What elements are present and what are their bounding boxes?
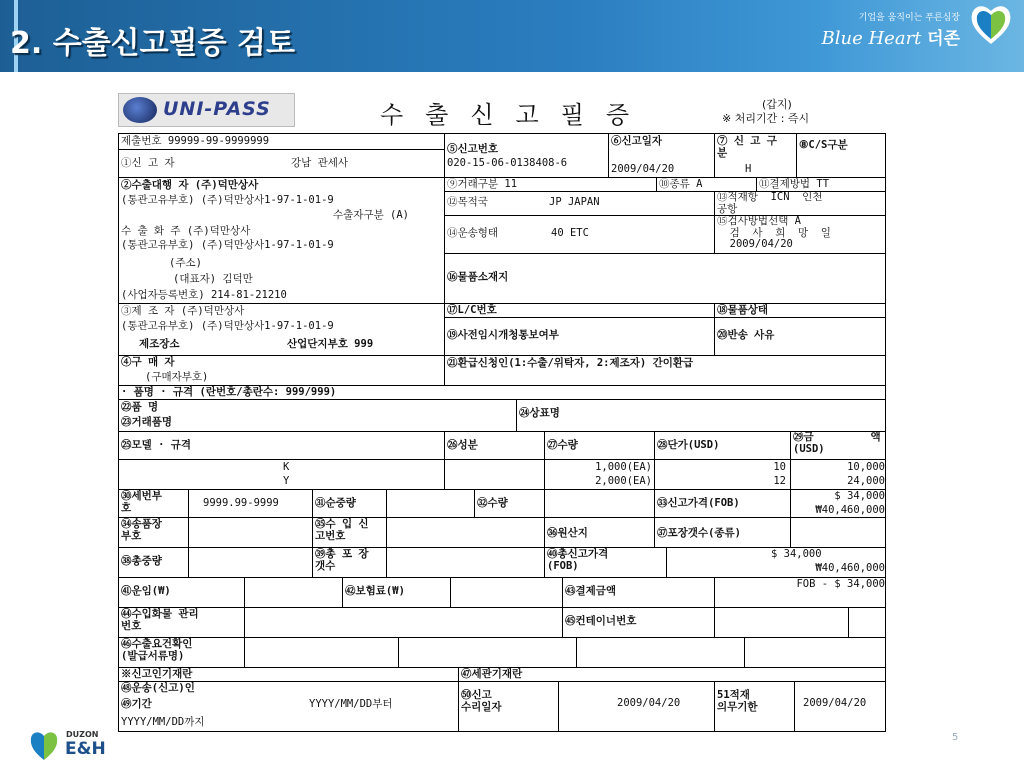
origin-label: ㊱원산지	[547, 527, 588, 539]
lc-cell	[445, 304, 715, 318]
destination-label: ⑫목적국	[447, 196, 488, 208]
trade-type: ⑨거래구분 11	[447, 178, 518, 190]
container-label: ㊺컨테이너번호	[565, 615, 637, 627]
goods-location: ⑯물품소재지	[447, 271, 509, 283]
item-row-price-cell	[655, 460, 791, 490]
pkg-count-cell	[655, 518, 791, 548]
declarant-cell	[119, 150, 445, 178]
total-decl-label: ㊵총신고가격 (FOB)	[547, 548, 609, 572]
net-weight-cell	[313, 490, 387, 518]
status-cell	[715, 304, 886, 318]
accept-date-value: 2009/04/20	[617, 697, 681, 709]
insurance-value-cell	[451, 578, 563, 608]
load-deadline-value: 2009/04/20	[803, 697, 867, 709]
brand-label: ㉔상표명	[519, 407, 560, 419]
slide-title: 2. 수출신고필증 검토	[10, 26, 295, 61]
period-label: ㊾기간	[121, 698, 152, 710]
table-row-amount-2: 24,000	[847, 475, 885, 487]
transporter-label: ㊽운송(신고)인	[121, 682, 195, 694]
invoice-value-cell	[189, 518, 313, 548]
kind: ⑩종류 A	[659, 178, 703, 190]
submit-number: 제출번호 99999-99-9999999	[121, 135, 270, 147]
item-row-comp-cell	[445, 460, 545, 490]
return-cell	[715, 318, 886, 356]
cs-type-label: ⑧C/S구분	[799, 139, 848, 151]
import-no-cell	[313, 518, 387, 548]
declarant-auth-label: ※신고인기재란	[121, 668, 193, 680]
decl-type-cell	[715, 134, 797, 178]
pkg-count-value-cell	[791, 518, 886, 548]
transport-period-cell	[119, 682, 459, 732]
lc-number: ⑰L/C번호	[447, 304, 497, 316]
port-cell	[715, 192, 886, 216]
maker-cell	[119, 304, 445, 356]
load-deadline-label: 51적재 의무기한	[717, 689, 758, 713]
settle-label: ㊸결제금액	[565, 585, 617, 597]
brand-name: Blue Heart	[821, 28, 922, 49]
hs-value-cell	[189, 490, 313, 518]
import-no-label: ㉟수 입 신 고번호	[315, 518, 369, 542]
duzon-leaf-icon	[28, 728, 60, 762]
item-header: · 품명 · 규격 (란번호/총란수: 999/999)	[121, 386, 337, 398]
period-to: YYYY/MM/DD까지	[121, 716, 205, 728]
fob-value-cell	[791, 490, 886, 518]
buyer-label: ④구 매 자	[121, 356, 175, 368]
duzon-big-text: E&H	[65, 739, 106, 759]
kind-cell	[657, 178, 757, 192]
req-confirm-label: ㊻수출요건확인 (발급서류명)	[121, 638, 193, 662]
agent-label: ②수출대행 자 (주)덕만상사	[121, 179, 259, 191]
pre-notice: ⑲사전임시개청통보여부	[447, 329, 559, 341]
settle-value: FOB - $ 34,000	[796, 578, 885, 590]
maker-code: (통관고유부호) (주)덕만상사1-97-1-01-9	[121, 320, 334, 332]
business-number: (사업자등록번호) 214-81-21210	[121, 289, 287, 301]
decl-date-value: 2009/04/20	[611, 163, 675, 175]
export-declaration-form	[118, 133, 886, 732]
trade-name-label: ㉓거래품명	[121, 416, 173, 428]
goods-status: ⑱물품상태	[717, 304, 769, 316]
item-row-qty-cell	[545, 460, 655, 490]
refund-applicant: ㉑환급신청인(1:수출/위탁자, 2:제조자) 간이환급	[447, 357, 694, 369]
item-header-cell	[119, 386, 886, 400]
address-label: (주소)	[169, 257, 202, 269]
invoice-cell	[119, 518, 189, 548]
globe-icon	[123, 97, 157, 123]
hs-label: ㉚세번부 호	[121, 490, 162, 514]
heart-logo-icon	[968, 0, 1014, 48]
loading-port: ⑬적재항 ICN 인천 공항	[717, 192, 823, 215]
decl-type-label: ⑦ 신 고 구 분	[717, 135, 777, 159]
owner-code: (통관고유부호) (주)덕만상사1-97-1-01-9	[121, 239, 334, 251]
decl-type-value: H	[745, 163, 752, 175]
gross-weight-value-cell	[189, 548, 313, 578]
customs-auth-cell	[459, 668, 886, 682]
net-weight-value-cell	[387, 490, 475, 518]
payment-cell	[757, 178, 886, 192]
buyer-code: (구매자부호)	[145, 371, 209, 383]
import-mgmt-value-cell	[245, 608, 563, 638]
decl-number-value: 020-15-06-0138408-6	[447, 157, 568, 169]
model-header-cell	[119, 432, 445, 460]
total-pkg-label: ㊴총 포 장 갯수	[315, 548, 369, 572]
amount-label: ㉙금 액 (USD)	[793, 432, 881, 455]
refund-cell	[445, 356, 886, 386]
total-decl-cell	[545, 548, 667, 578]
item-name-label: ㉒품 명	[121, 401, 159, 413]
price-label: ㉘단가(USD)	[657, 439, 720, 451]
qty2-label: ㉜수량	[477, 497, 508, 509]
declarant-auth-cell	[119, 668, 459, 682]
freight-value-cell	[245, 578, 343, 608]
qty-label: ㉗수량	[547, 439, 578, 451]
decl-date-cell	[609, 134, 715, 178]
submit-number-cell	[119, 134, 445, 150]
amount-header-cell	[791, 432, 886, 460]
req-confirm-value-3	[577, 638, 745, 668]
unipass-logo	[118, 93, 295, 127]
maker-label: ③제 조 자 (주)덕만상사	[121, 305, 245, 317]
decl-number-label: ⑤신고번호	[447, 143, 499, 155]
destination-value: JP JAPAN	[549, 196, 600, 208]
comp-label: ㉖성분	[447, 439, 478, 451]
total-krw: ₩40,460,000	[815, 562, 885, 574]
maker-place-value: 산업단지부호 999	[287, 338, 374, 350]
duzon-logo	[28, 728, 118, 762]
owner-label: 수 출 화 주 (주)덕만상사	[121, 225, 251, 237]
hs-label-cell	[119, 490, 189, 518]
total-pkg-cell	[313, 548, 387, 578]
table-row-amount-1: 10,000	[847, 461, 885, 473]
qty2-cell	[475, 490, 545, 518]
document-gap-label: (갑지)	[762, 98, 792, 111]
total-pkg-value-cell	[387, 548, 545, 578]
load-deadline-value-cell	[795, 682, 886, 732]
item-row-model-cell	[119, 460, 445, 490]
req-confirm-value-4	[745, 638, 886, 668]
decl-date-label: ⑥신고일자	[611, 135, 663, 147]
import-mgmt-label: ㊹수입화물 관리 번호	[121, 608, 199, 632]
agent-code: (통관고유부호) (주)덕만상사1-97-1-01-9	[121, 194, 334, 206]
brand-logo-text	[822, 24, 960, 49]
gross-weight-cell	[119, 548, 189, 578]
price-header-cell	[655, 432, 791, 460]
pre-notice-cell	[445, 318, 715, 356]
insurance-label: ㊷보험료(₩)	[345, 585, 405, 597]
container-cell	[563, 608, 715, 638]
representative: (대표자) 김덕만	[173, 273, 253, 285]
table-row-qty-2: 2,000(EA)	[595, 475, 652, 487]
exporter-cell	[119, 178, 445, 304]
processing-time: ※ 처리기간 : 즉시	[722, 112, 810, 125]
net-weight-label: ㉛순중량	[315, 497, 356, 509]
declarant-label: ①신 고 자	[121, 157, 175, 169]
table-row-qty-1: 1,000(EA)	[595, 461, 652, 473]
total-usd: $ 34,000	[771, 548, 822, 560]
brand-cell	[517, 400, 886, 432]
item-name-cell	[119, 400, 517, 432]
settle-cell	[563, 578, 715, 608]
total-decl-value-cell	[667, 548, 886, 578]
transport-label: ⑭운송형태	[447, 227, 499, 239]
load-deadline-cell	[715, 682, 795, 732]
buyer-cell	[119, 356, 445, 386]
gross-weight-label: ㊳총중량	[121, 555, 162, 567]
unipass-logo-text: UNI-PASS	[163, 98, 271, 120]
inspection-method: ⑮검사방법선택 A 검 사 희 망 일 2009/04/20	[717, 216, 831, 251]
container-value-cell	[715, 608, 849, 638]
transport-cell	[445, 216, 715, 254]
item-row-amount-cell	[791, 460, 886, 490]
table-row-price-1: 10	[773, 461, 786, 473]
import-no-value-cell	[387, 518, 545, 548]
decl-number-cell	[445, 134, 609, 178]
hs-value: 9999.99-9999	[203, 497, 279, 509]
accept-date-cell	[459, 682, 559, 732]
pkg-count-label: ㊲포장갯수(종류)	[657, 527, 742, 539]
table-row-price-2: 12	[773, 475, 786, 487]
accept-date-value-cell	[559, 682, 715, 732]
duzon-small-text: DUZON	[66, 730, 99, 739]
model-label: ㉕모델 · 규격	[121, 439, 192, 451]
req-confirm-cell	[119, 638, 245, 668]
customs-auth-label: ㊼세관기재란	[461, 668, 523, 680]
maker-place-label: 제조장소	[139, 338, 180, 350]
brand-korean: 더존	[927, 29, 960, 49]
page-number: 5	[952, 732, 959, 743]
req-confirm-value-2	[399, 638, 577, 668]
table-row-model-1: K	[283, 461, 290, 473]
brand-tagline: 기업을 움직이는 푸른심장	[858, 13, 960, 23]
import-mgmt-cell	[119, 608, 245, 638]
settle-value-cell	[715, 578, 886, 608]
origin-cell	[545, 518, 655, 548]
comp-header-cell	[445, 432, 545, 460]
transport-value: 40 ETC	[551, 227, 589, 239]
inspection-cell	[715, 216, 886, 254]
payment-method: ⑪결제방법 TT	[759, 178, 830, 190]
location-cell	[445, 254, 886, 304]
period-from: YYYY/MM/DD부터	[309, 698, 393, 710]
freight-cell	[119, 578, 245, 608]
fob-label-cell	[655, 490, 791, 518]
table-row-model-2: Y	[283, 475, 290, 487]
fob-label: ㉝신고가격(FOB)	[657, 497, 740, 509]
return-reason: ⑳반송 사유	[717, 329, 775, 341]
fob-krw: ₩40,460,000	[815, 504, 885, 516]
exporter-type: 수출자구분 (A)	[333, 209, 410, 221]
freight-label: ㊶운임(₩)	[121, 585, 171, 597]
fob-usd: $ 34,000	[834, 490, 885, 502]
slide-header	[0, 0, 1024, 72]
qty2-value-cell	[545, 490, 655, 518]
accept-date-label: ㊿신고 수리일자	[461, 689, 502, 713]
invoice-label: ㉞송품장 부호	[121, 518, 162, 542]
insurance-cell	[343, 578, 451, 608]
req-confirm-value-1	[245, 638, 399, 668]
trade-type-cell	[445, 178, 657, 192]
cs-type-cell	[797, 134, 886, 178]
qty-header-cell	[545, 432, 655, 460]
document-title: 수출신고필증	[380, 101, 652, 129]
declarant-value: 강남 관세사	[291, 157, 349, 169]
container-extra-cell	[849, 608, 886, 638]
destination-cell	[445, 192, 715, 216]
